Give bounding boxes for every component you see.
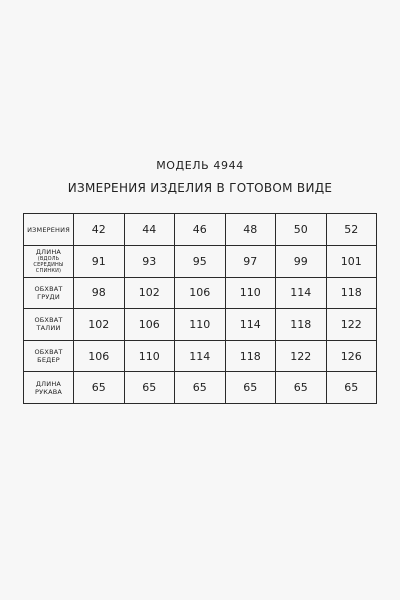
measure-value: 97 [225, 246, 276, 278]
length-row [24, 246, 377, 278]
measure-value: 102 [124, 277, 175, 309]
measure-value: 122 [276, 340, 327, 372]
sleeve-row [24, 372, 377, 404]
chest-row [24, 277, 377, 309]
measure-value: 118 [225, 340, 276, 372]
measure-value: 65 [326, 372, 377, 404]
measure-value: 102 [74, 309, 125, 341]
measure-value: 110 [225, 277, 276, 309]
waist-row [24, 309, 377, 341]
measure-value: 106 [74, 340, 125, 372]
size-cell: 52 [326, 214, 377, 246]
chest-label [24, 277, 74, 309]
hips-label-line: БЕДЕР [37, 356, 60, 365]
measure-value: 65 [276, 372, 327, 404]
hips-label [24, 340, 74, 372]
measure-value: 99 [276, 246, 327, 278]
size-cell: 48 [225, 214, 276, 246]
waist-label [24, 309, 74, 341]
size-cell: 44 [124, 214, 175, 246]
sleeve-label [24, 372, 74, 404]
length-label-line: ДЛИНА [35, 248, 62, 257]
measure-value: 101 [326, 246, 377, 278]
hips-label-line: ОБХВАТ [34, 348, 63, 357]
size-cell: 42 [74, 214, 125, 246]
size-chart-table [23, 213, 377, 404]
measure-value: 65 [175, 372, 226, 404]
measure-value: 93 [124, 246, 175, 278]
size-cell: 46 [175, 214, 226, 246]
sizes-header-label [24, 214, 74, 246]
measure-value: 110 [175, 309, 226, 341]
sizes-header-row [24, 214, 377, 246]
measure-value: 118 [276, 309, 327, 341]
measure-value: 110 [124, 340, 175, 372]
length-label-note: СПИНКИ) [35, 268, 62, 275]
measure-value: 126 [326, 340, 377, 372]
length-label [24, 246, 74, 278]
measure-value: 91 [74, 246, 125, 278]
measure-value: 114 [175, 340, 226, 372]
measure-value: 106 [175, 277, 226, 309]
measure-value: 65 [225, 372, 276, 404]
sheet-title: ИЗМЕРЕНИЯ ИЗДЕЛИЯ В ГОТОВОМ ВИДЕ [67, 181, 333, 195]
measure-value: 114 [225, 309, 276, 341]
sleeve-label-line: РУКАВА [34, 387, 63, 396]
measure-value: 118 [326, 277, 377, 309]
measure-value: 106 [124, 309, 175, 341]
measure-value: 65 [124, 372, 175, 404]
sizes-header-label-text: ИЗМЕРЕНИЯ [27, 225, 70, 234]
waist-label-line: ТАЛИИ [36, 324, 61, 333]
size-cell: 50 [276, 214, 327, 246]
model-title: МОДЕЛЬ 4944 [156, 159, 244, 172]
waist-label-line: ОБХВАТ [34, 316, 63, 325]
measure-value: 95 [175, 246, 226, 278]
measure-value: 98 [74, 277, 125, 309]
measure-value: 114 [276, 277, 327, 309]
sleeve-label-line: ДЛИНА [35, 379, 62, 388]
chest-label-line: ОБХВАТ [34, 284, 63, 293]
length-label-note: (ВДОЛЬ СЕРЕДИНЫ [33, 256, 64, 269]
hips-row [24, 340, 377, 372]
chest-label-line: ГРУДИ [37, 292, 60, 301]
measure-value: 122 [326, 309, 377, 341]
measure-value: 65 [74, 372, 125, 404]
